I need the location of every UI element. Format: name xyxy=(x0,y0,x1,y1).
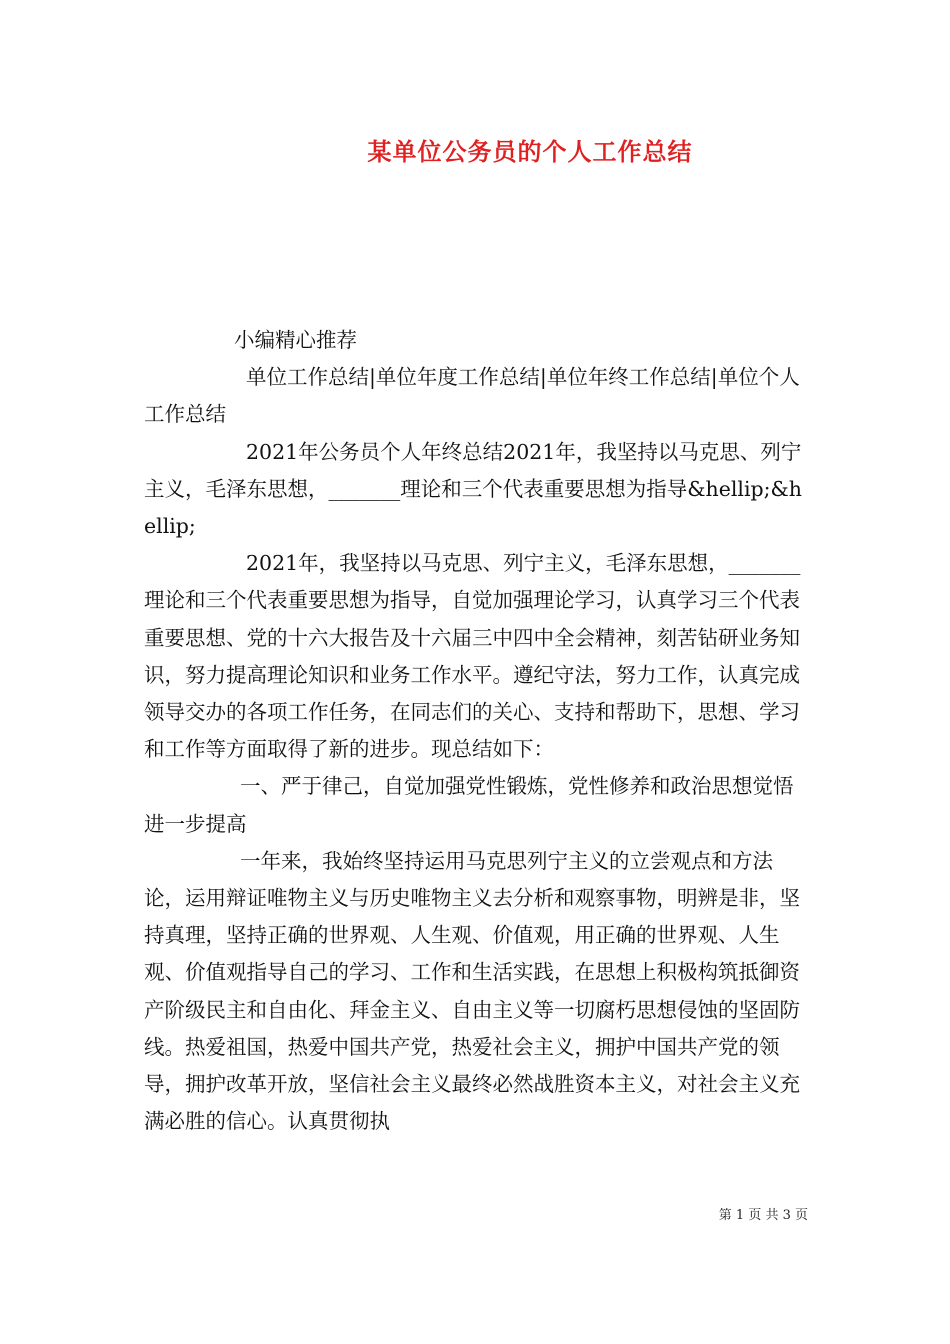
document-body xyxy=(144,322,808,1140)
page-number-footer: 第 1 页 共 3 页 xyxy=(718,1208,808,1223)
section-heading: 一、严于律己，自觉加强党性锻炼，党性修养和政治思想觉悟进一步提高 xyxy=(144,774,794,836)
document-title: 某单位公务员的个人工作总结 xyxy=(367,137,693,166)
summary-intro-paragraph: 2021年公务员个人年终总结2021年，我坚持以马克思、列宁主义，毛泽东思想，_______理论和三个代表重要思想为指导&hellip;&hellip; xyxy=(144,439,802,539)
related-links-paragraph: 单位工作总结|单位年度工作总结|单位年终工作总结|单位个人工作总结 xyxy=(144,365,800,427)
body-paragraph: 2021年，我坚持以马克思、列宁主义，毛泽东思想，_______理论和三个代表重要思想为指导，自觉加强理论学习，认真学习三个代表重要思想、党的十六大报告及十六届三中四中全会精神，刻苦钻研业务知识，努力提高理论知识和业务工作水平。遵纪守法，努力工作，认真完成领导交办的各项工作任务，在同志们的关心、支持和帮助下，思想、学习和工作等方面取得了新的进步。现总结如下： xyxy=(144,551,801,762)
body-paragraph: 一年来，我始终坚持运用马克思列宁主义的立尝观点和方法论，运用辩证唯物主义与历史唯物主义去分析和观察事物，明辨是非，坚持真理，坚持正确的世界观、人生观、价值观，用正确的世界观、人生观、价值观指导自己的学习、工作和生活实践，在思想上积极构筑抵御资产阶级民主和自由化、拜金主义、自由主义等一切腐朽思想侵蚀的坚固防线。热爱祖国，热爱中国共产党，热爱社会主义，拥护中国共产党的领导，拥护改革开放，坚信社会主义最终必然战胜资本主义，对社会主义充满必胜的信心。认真贯彻执 xyxy=(144,848,800,1134)
recommend-line: 小编精心推荐 xyxy=(234,328,357,352)
